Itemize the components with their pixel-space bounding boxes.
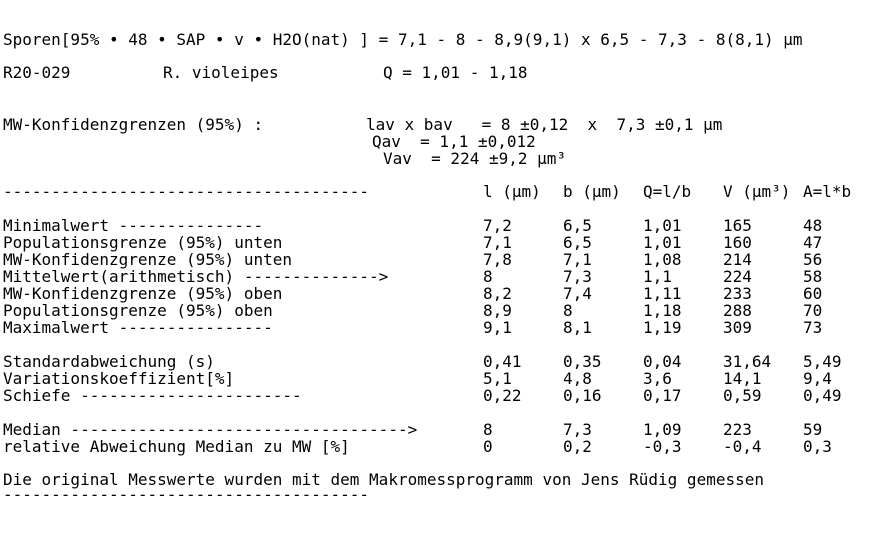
table-cell: 6,5 [563,233,592,252]
table-cell: 4,8 [563,369,592,388]
table-header [3,182,852,201]
table-cell: 223 [723,420,752,439]
confidence-vav: Vav = 224 ±9,2 µm³ [383,149,567,168]
table-cell: 8 [483,420,493,439]
table-cell: 0,2 [563,437,592,456]
table-cell: 224 [723,267,752,286]
table-cell: 70 [803,301,823,320]
table-cell: 0,3 [803,437,832,456]
table-cell: 1,09 [643,420,682,439]
row-label: relative Abweichung Median zu MW [%] [3,437,350,456]
table-cell: 0,41 [483,352,522,371]
row-label: Minimalwert --------------- [3,216,264,235]
column-header: b (µm) [563,182,621,201]
specimen-id: R20-029 [3,63,71,82]
table-cell: 309 [723,318,752,337]
table-cell: 8 [483,267,493,286]
table-cell: 0,59 [723,386,762,405]
table-cell: 5,49 [803,352,842,371]
table-cell: 7,1 [483,233,512,252]
row-label: Mittelwert(arithmetisch) --------------> [3,267,389,286]
table-cell: 8,9 [483,301,512,320]
table-cell: 73 [803,318,823,337]
table-cell: 288 [723,301,752,320]
table-cell: 214 [723,250,752,269]
table-cell: 56 [803,250,823,269]
table-cell: 233 [723,284,752,303]
row-label: Populationsgrenze (95%) oben [3,301,273,320]
table-cell: 48 [803,216,823,235]
table-cell: 31,64 [723,352,772,371]
sporen-summary: Sporen[95% • 48 • SAP • v • H2O(nat) ] = 7,1 - 8 - 8,9(9,1) x 6,5 - 7,3 - 8(8,1) µm [3,30,803,49]
table-cell: 7,2 [483,216,512,235]
row-label: Standardabweichung (s) [3,352,215,371]
table-cell: 8 [563,301,573,320]
table-cell: -0,3 [643,437,682,456]
row-label: Schiefe ----------------------- [3,386,302,405]
table-cell: 3,6 [643,369,672,388]
table-cell: 47 [803,233,823,252]
row-label: Median -----------------------------------> [3,420,418,439]
species-name: R. violeipes [163,63,279,82]
table-cell: 60 [803,284,823,303]
table-cell: 0,16 [563,386,602,405]
table-cell: 165 [723,216,752,235]
table-cell: -0,4 [723,437,762,456]
table-cell: 0,35 [563,352,602,371]
table-cell: 58 [803,267,823,286]
row-label: MW-Konfidenzgrenze (95%) oben [3,284,283,303]
table-cell: 8,1 [563,318,592,337]
table-cell: 0,04 [643,352,682,371]
confidence-qav: Qav = 1,1 ±0,012 [372,132,536,151]
table-cell: 8,2 [483,284,512,303]
confidence-label: MW-Konfidenzgrenzen (95%) : [3,115,264,134]
row-label: Variationskoeffizient[%] [3,369,235,388]
row-label: Populationsgrenze (95%) unten [3,233,283,252]
table-cell: 9,4 [803,369,832,388]
row-label: MW-Konfidenzgrenze (95%) unten [3,250,292,269]
table-cell: 1,01 [643,216,682,235]
table-cell: 0 [483,437,493,456]
table-cell: 7,1 [563,250,592,269]
table-cell: 1,01 [643,233,682,252]
table-cell: 0,22 [483,386,522,405]
table-cell: 7,3 [563,267,592,286]
table-cell: 9,1 [483,318,512,337]
table-cell: 7,4 [563,284,592,303]
column-header: Q=l/b [643,182,692,201]
table-cell: 5,1 [483,369,512,388]
table-cell: 1,08 [643,250,682,269]
row-label: Maximalwert ---------------- [3,318,273,337]
table-cell: 0,17 [643,386,682,405]
table-cell: 7,3 [563,420,592,439]
table-cell: 0,49 [803,386,842,405]
table-cell: 1,19 [643,318,682,337]
table-cell: 1,18 [643,301,682,320]
table-cell: 1,1 [643,267,672,286]
table-cell: 59 [803,420,823,439]
footer-note: Die original Messwerte wurden mit dem Makromessprogramm von Jens Rüdig gemessen [3,470,764,489]
column-header: l (µm) [483,182,541,201]
table-cell: 7,8 [483,250,512,269]
table-cell: 160 [723,233,752,252]
table-cell: 14,1 [723,369,762,388]
q-range: Q = 1,01 - 1,18 [383,63,528,82]
table-cell: 6,5 [563,216,592,235]
confidence-lav-bav: lav x bav = 8 ±0,12 x 7,3 ±0,1 µm [366,115,723,134]
table-cell: 1,11 [643,284,682,303]
column-header: A=l*b [803,182,852,201]
footer-divider: -------------------------------------- [3,485,370,504]
table-divider: -------------------------------------- [3,182,370,201]
column-header: V (µm³) [723,182,791,201]
